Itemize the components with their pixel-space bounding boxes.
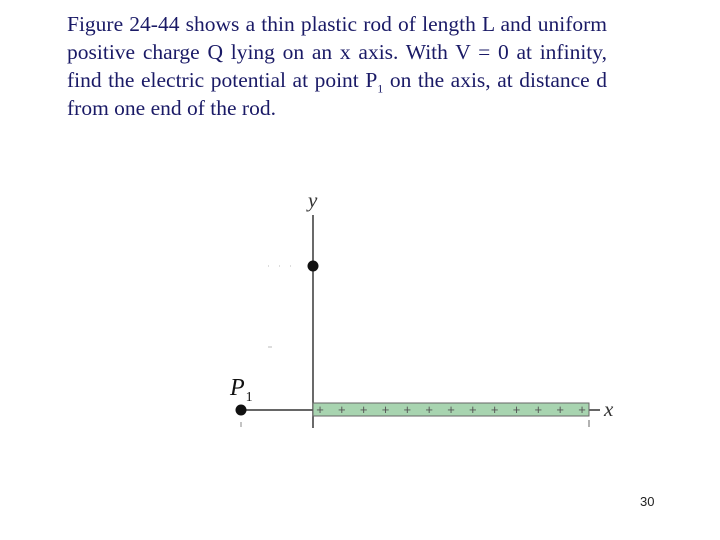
point-p1-letter: P [230,375,245,401]
point-on-y-axis [308,261,319,272]
charge-sign: + [403,402,412,417]
charge-sign: + [381,402,390,417]
charge-sign: + [490,402,499,417]
point-p1-subscript: 1 [245,390,253,405]
y-axis-label: y [308,188,318,212]
x-axis-label: x [604,397,614,421]
charge-sign: + [534,402,543,417]
charge-sign: + [338,402,346,417]
problem-text-end: on the axis, at distance d from one end of the rod. [67,68,607,120]
charge-sign: + [578,402,586,417]
charge-sign: + [469,402,477,417]
charge-sign: + [512,402,521,417]
page-number: 30 [640,494,655,509]
charge-sign: + [425,402,433,417]
charge-sign: + [316,402,324,417]
charge-sign: + [447,402,455,417]
charge-sign: + [556,402,564,417]
point-p1 [236,405,247,416]
problem-text-main: Figure 24-44 shows a thin plastic rod of length L and uniform positive charge Q lying on an x axis. With V = 0 at infinity, find the electric potential at point P [67,12,607,92]
point-subscript: 1 [377,81,384,96]
charge-sign: + [359,402,368,417]
point-p1-label [229,375,253,405]
